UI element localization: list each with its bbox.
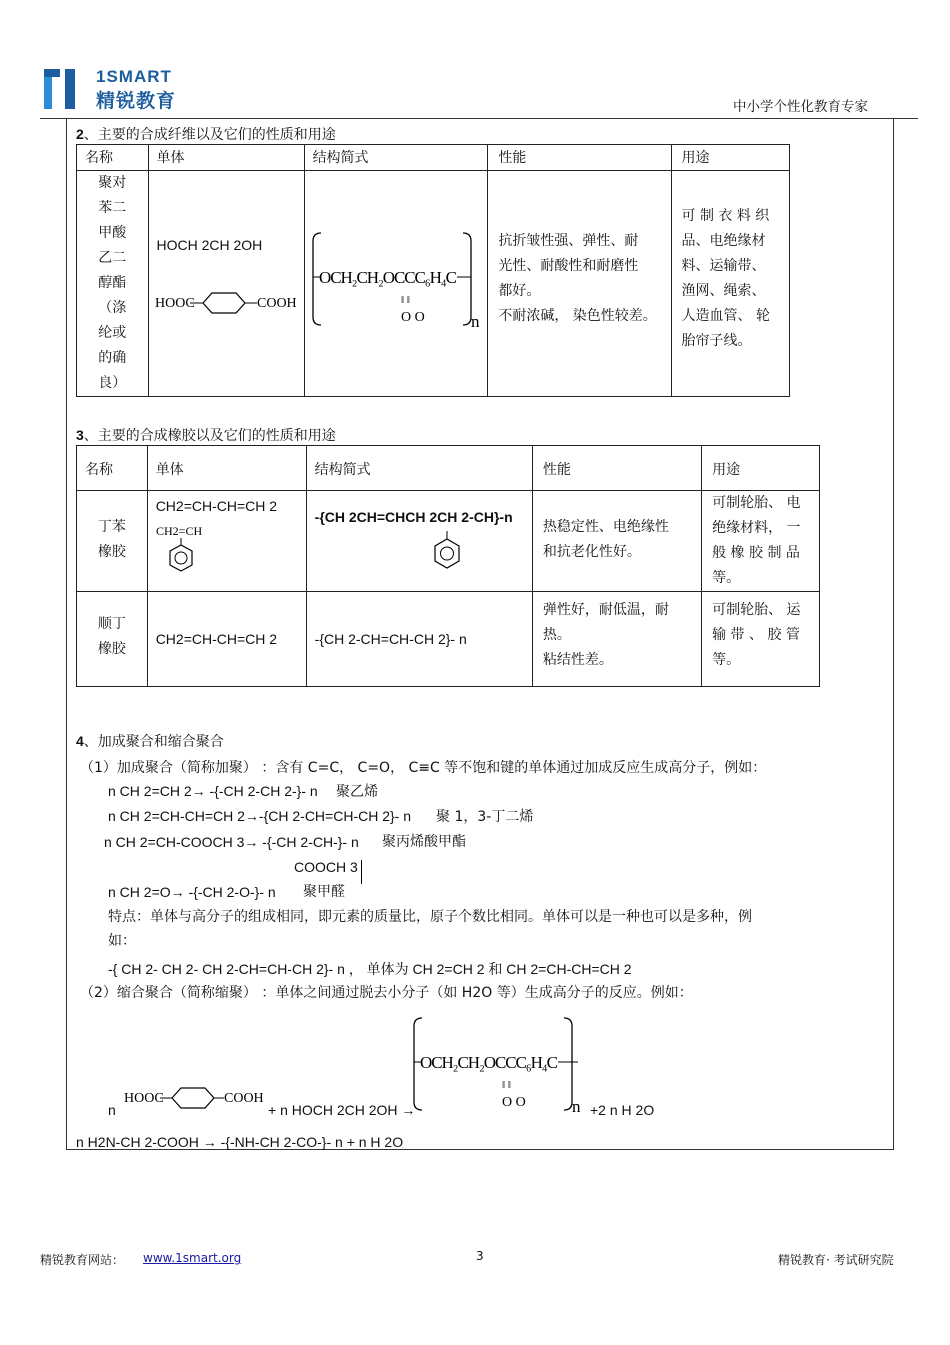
th-name: 名称 <box>77 446 148 491</box>
br-property-cell: 弹性好，耐低温，耐 热。 粘结性差。 <box>532 592 701 687</box>
sbr-structure-cell <box>306 491 532 592</box>
eq-polyformaldehyde: n CH 2=O→ -{-CH 2-O-}- n <box>108 884 276 900</box>
svg-text:HOOC: HOOC <box>124 1091 164 1106</box>
eq-polybutadiene: n CH 2=CH-CH=CH 2→-{CH 2-CH=CH-CH 2}- n <box>108 808 412 824</box>
fiber-property-cell: 抗折皱性强、弹性、耐 光性、耐酸性和耐磨性 都好。 不耐浓碱， 染色性较差。 <box>488 171 671 397</box>
svg-text:O O: O O <box>400 310 425 325</box>
eq5-n: n <box>108 1102 116 1118</box>
eq-polymethylacrylate-name: 聚丙烯酸甲酯 <box>382 834 466 850</box>
eq5-pet-structure <box>412 1012 592 1116</box>
section3-title: 3、主要的合成橡胶以及它们的性质和用途 <box>76 427 336 444</box>
svg-text:COOH: COOH <box>224 1091 264 1106</box>
br-use-cell: 可制轮胎、 运 输 带 、 胶 管 等。 <box>702 592 820 687</box>
eq5-glycol: + n HOCH 2CH 2OH → <box>268 1102 416 1118</box>
terephthalic-left: HOOC <box>154 296 195 311</box>
fiber-monomer-cell <box>148 171 304 397</box>
br-structure-cell <box>306 592 532 687</box>
svg-text:OCH₂CH₂OCCC₆H₄C: OCH₂CH₂OCCC₆H₄C <box>420 1053 558 1072</box>
br-name-cell: 顺丁 橡胶 <box>77 592 148 687</box>
addition-polymerization-heading: （1）加成聚合（简称加聚） ：含有 C=C， C=O， C≡C 等不饱和键的单体通过加成反应生成高分子，例如： <box>80 760 767 776</box>
footer-right-text: 精锐教育· 考试研究院 <box>778 1253 894 1267</box>
styrene-diagram <box>154 521 214 579</box>
fiber-table <box>76 144 790 397</box>
br-monomer: CH2=CH-CH=CH 2 <box>155 631 278 647</box>
fiber-name-cell: 聚对 苯二 甲酸 乙二 醇酯 （涤 纶或 的确 良） <box>77 171 149 397</box>
sbr-structure: -{CH 2CH=CHCH 2CH 2-CH}-n <box>314 509 513 525</box>
eq-pma-side-group: COOCH 3 <box>294 859 358 875</box>
sbr-monomer-cell <box>147 491 306 592</box>
th-monomer: 单体 <box>148 145 304 171</box>
logo-en-text: 1SMART <box>96 67 172 86</box>
logo-cn-text: 精锐教育 <box>96 90 177 112</box>
eq5-terephthalic-diagram <box>120 1084 266 1112</box>
monomer-glycol: HOCH 2CH 2OH <box>156 237 263 253</box>
footer-site-link[interactable]: www.1smart.org <box>143 1251 242 1265</box>
condensation-polymerization-heading: （2）缩合聚合（简称缩聚） ：单体之间通过脱去小分子（如 H2O 等）生成高分子的反应。例如： <box>80 985 693 1001</box>
svg-text:n: n <box>572 1097 581 1116</box>
header-slogan: 中小学个性化教育专家 <box>733 99 868 115</box>
sbr-property-cell: 热稳定性、电绝缘性 和抗老化性好。 <box>532 491 701 592</box>
terephthalic-right: COOH <box>256 296 297 311</box>
th-structure: 结构简式 <box>304 145 488 171</box>
br-monomer-cell <box>147 592 306 687</box>
eq-glycine-condensation: n H2N-CH 2-COOH → -{-NH-CH 2-CO-}- n + n H 2O <box>76 1134 404 1150</box>
pet-structure-text: OCH₂CH₂OCCC₆H₄C <box>318 268 457 287</box>
sbr-use-cell: 可制轮胎、 电 绝缘材料， 一 般 橡 胶 制 品 等。 <box>702 491 820 592</box>
th-property: 性能 <box>532 446 701 491</box>
footer-site-label: 精锐教育网站： <box>40 1253 125 1267</box>
sbr-monomer-butadiene: CH2=CH-CH=CH 2 <box>155 498 278 514</box>
feature-text-2: 如： <box>108 933 136 949</box>
th-use: 用途 <box>702 446 820 491</box>
sbr-phenyl-diagram <box>427 529 467 579</box>
footer-link-wrap <box>143 1251 241 1265</box>
th-use: 用途 <box>671 145 790 171</box>
eq-polyethylene: n CH 2=CH 2→ -{-CH 2-CH 2-}- n <box>108 783 318 799</box>
eq-polyethylene-name: 聚乙烯 <box>336 784 378 800</box>
br-structure: -{CH 2-CH=CH-CH 2}- n <box>314 631 467 647</box>
section4-title: 4、加成聚合和缩合聚合 <box>76 733 224 750</box>
terephthalic-acid-diagram <box>155 289 301 317</box>
eq-polybutadiene-name: 聚 1，3-丁二烯 <box>436 809 534 825</box>
th-structure: 结构简式 <box>306 446 532 491</box>
sbr-name-cell: 丁苯 橡胶 <box>77 491 148 592</box>
th-property: 性能 <box>488 145 671 171</box>
eq-polymethylacrylate: n CH 2=CH-COOCH 3→ -{-CH 2-CH-}- n <box>104 834 359 850</box>
example-copolymer: -{ CH 2- CH 2- CH 2-CH=CH-CH 2}- n ， 单体为 CH 2=CH 2 和 CH 2=CH-CH=CH 2 <box>108 961 632 977</box>
eq-polyformaldehyde-name: 聚甲醛 <box>303 884 345 900</box>
svg-text:‖ ‖: ‖ ‖ <box>502 1079 511 1091</box>
svg-text:‖ ‖: ‖ ‖ <box>400 294 410 306</box>
pet-structure-diagram <box>311 227 491 331</box>
th-monomer: 单体 <box>147 446 306 491</box>
styrene-text: CH2=CH <box>155 524 202 538</box>
rubber-table <box>76 445 820 687</box>
logo-icon <box>44 69 90 109</box>
pet-n: n <box>470 312 480 331</box>
pma-bond-line <box>361 860 362 884</box>
fiber-structure-cell <box>304 171 488 397</box>
svg-text:O O: O O <box>502 1095 526 1110</box>
feature-text-1: 特点：单体与高分子的组成相同，即元素的质量比，原子个数比相同。单体可以是一种也可以是多种，例 <box>108 909 752 925</box>
page-number: 3 <box>476 1249 484 1263</box>
fiber-use-cell: 可 制 衣 料 织 品、电绝缘材 料、运输带、 渔网、绳索、 人造血管、 轮 胎帘子线。 <box>671 171 790 397</box>
th-name: 名称 <box>77 145 149 171</box>
eq5-water: +2 n H 2O <box>590 1102 655 1118</box>
section2-title: 2、主要的合成纤维以及它们的性质和用途 <box>76 126 336 143</box>
